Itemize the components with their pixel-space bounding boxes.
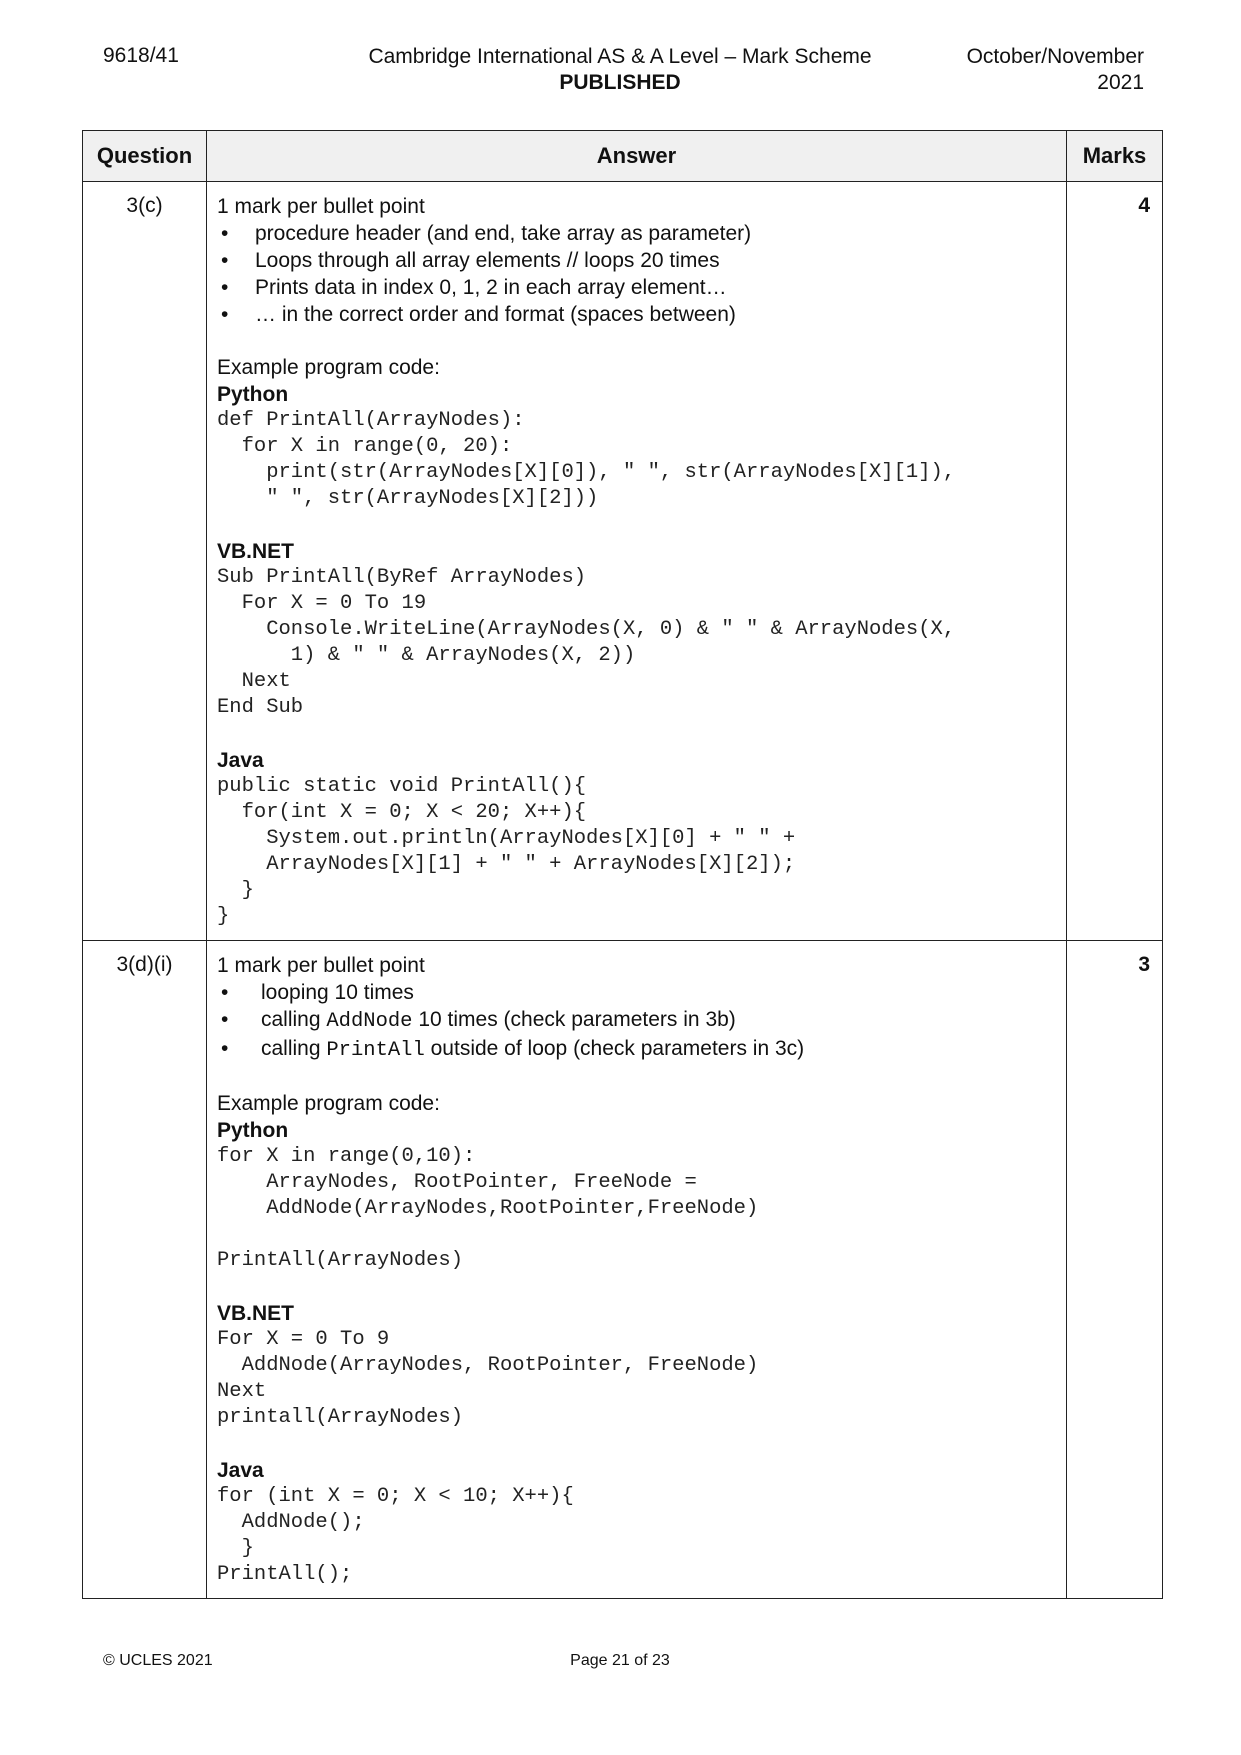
question-number: 3(d)(i) <box>83 941 207 1599</box>
session-year: 2021 <box>1097 71 1144 94</box>
example-label: Example program code: <box>217 356 440 379</box>
document-title <box>305 44 935 96</box>
bullet-item: • Loops through all array elements // loops 20 times <box>217 247 1056 274</box>
vbnet-label: VB.NET <box>217 540 295 563</box>
inline-code: AddNode <box>326 1010 413 1033</box>
python-label: Python <box>217 383 289 406</box>
marks-value: 3 <box>1067 941 1163 1599</box>
python-code: for X in range(0,10): ArrayNodes, RootPointer, FreeNode = AddNode(ArrayNodes,RootPointer,FreeNode) PrintAll(ArrayNodes) <box>217 1145 759 1272</box>
marks-column-header: Marks <box>1067 131 1163 182</box>
java-code: for (int X = 0; X < 10; X++){ AddNode(); } PrintAll(); <box>217 1485 574 1586</box>
bullet-list <box>217 979 1056 1064</box>
marks-value: 4 <box>1067 182 1163 941</box>
table-row <box>83 182 1163 941</box>
vbnet-code: For X = 0 To 9 AddNode(ArrayNodes, RootPointer, FreeNode) Next printall(ArrayNodes) <box>217 1328 759 1429</box>
paper-code: 9618/41 <box>103 44 179 67</box>
title-text: Cambridge International AS & A Level – Mark Scheme <box>368 45 872 68</box>
bullet-item: • calling AddNode 10 times (check parameters in 3b) <box>217 1006 1056 1035</box>
bullet-list <box>217 220 1056 328</box>
question-column-header: Question <box>83 131 207 182</box>
marking-intro: 1 mark per bullet point <box>217 195 425 218</box>
java-label: Java <box>217 749 264 772</box>
session-months: October/November <box>966 45 1144 68</box>
table-header-row <box>83 131 1163 182</box>
bullet-item: • procedure header (and end, take array as parameter) <box>217 220 1056 247</box>
answer-cell <box>207 182 1067 941</box>
vbnet-code: Sub PrintAll(ByRef ArrayNodes) For X = 0 To 19 Console.WriteLine(ArrayNodes(X, 0) & " " & ArrayNodes(X, 1) & " " & ArrayNodes(X, 2)) Next End Sub <box>217 566 956 719</box>
bullet-item: • Prints data in index 0, 1, 2 in each array element… <box>217 274 1056 301</box>
exam-session <box>967 44 1144 96</box>
copyright: © UCLES 2021 <box>103 1652 213 1669</box>
python-label: Python <box>217 1119 289 1142</box>
java-code: public static void PrintAll(){ for(int X = 0; X < 20; X++){ System.out.println(ArrayNodes[X][0] + " " + ArrayNodes[X][1] + " " + ArrayNodes[X][2]); } } <box>217 775 796 928</box>
python-code: def PrintAll(ArrayNodes): for X in range(0, 20): print(str(ArrayNodes[X][0]), " ", str(ArrayNodes[X][1]), " ", str(ArrayNodes[X][2])) <box>217 409 956 510</box>
vbnet-label: VB.NET <box>217 1302 295 1325</box>
marking-intro: 1 mark per bullet point <box>217 954 425 977</box>
question-number: 3(c) <box>83 182 207 941</box>
bullet-item: • looping 10 times <box>217 979 1056 1006</box>
bullet-item: • calling PrintAll outside of loop (check parameters in 3c) <box>217 1035 1056 1064</box>
published-label: PUBLISHED <box>559 71 681 94</box>
java-label: Java <box>217 1459 264 1482</box>
example-label: Example program code: <box>217 1092 440 1115</box>
table-row <box>83 941 1163 1599</box>
answer-cell <box>207 941 1067 1599</box>
page-number: Page 21 of 23 <box>570 1652 670 1669</box>
inline-code: PrintAll <box>326 1039 425 1062</box>
bullet-item: • … in the correct order and format (spaces between) <box>217 301 1056 328</box>
answer-column-header: Answer <box>207 131 1067 182</box>
mark-scheme-table <box>82 130 1163 1599</box>
